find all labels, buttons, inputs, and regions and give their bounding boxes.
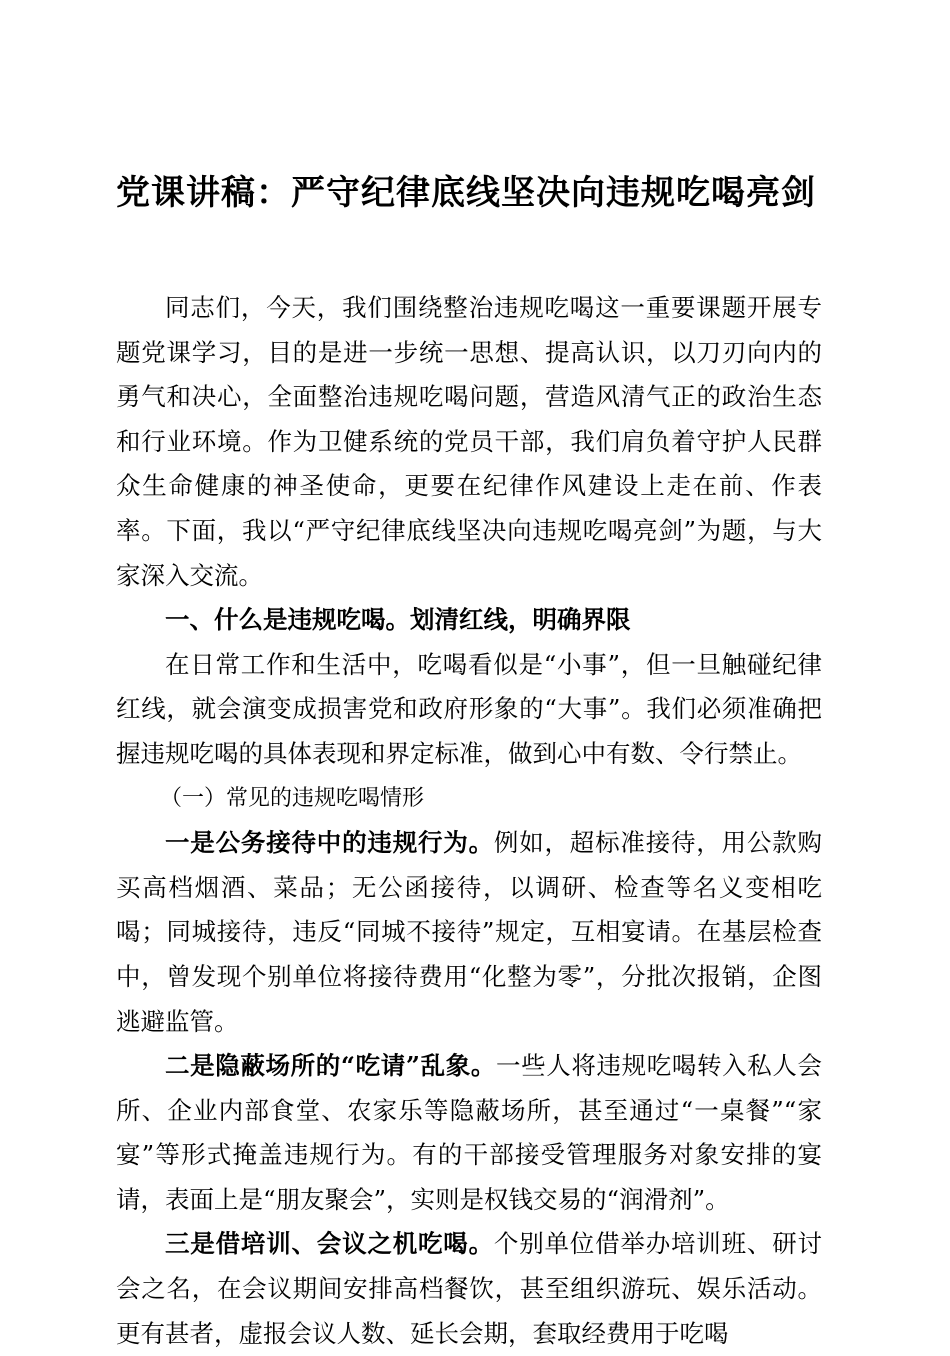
document-body [116, 286, 822, 1356]
item-paragraph-1 [116, 821, 822, 1044]
section-heading-1: 一、什么是违规吃喝。划清红线，明确界限 [165, 605, 631, 635]
item-lead-1: 一是公务接待中的违规行为。 [165, 828, 494, 858]
item-text-1: 例如，超标准接待，用公款购买高档烟酒、菜品；无公函接待，以调研、检查等名义变相吃喝；同城接待，违反“同城不接待”规定，互相宴请。在基层检查中，曾发现个别单位将接待费用“化整为零”，分批次报销，企图逃避监管。 [116, 828, 823, 1036]
document-title: 党课讲稿：严守纪律底线坚决向违规吃喝亮剑 [116, 173, 816, 213]
item-paragraph-3 [116, 1222, 822, 1356]
section-1-paragraph: 在日常工作和生活中，吃喝看似是“小事”，但一旦触碰纪律红线，就会演变成损害党和政府形象的“大事”。我们必须准确把握违规吃喝的具体表现和界定标准，做到心中有数、令行禁止。 [116, 649, 822, 768]
item-paragraph-2 [116, 1044, 822, 1222]
intro-paragraph: 同志们，今天，我们围绕整治违规吃喝这一重要课题开展专题党课学习，目的是进一步统一思想、提高认识，以刀刃向内的勇气和决心，全面整治违规吃喝问题，营造风清气正的政治生态和行业环境。作为卫健系统的党员干部，我们肩负着守护人民群众生命健康的神圣使命，更要在纪律作风建设上走在前、作表率。下面，我以“严守纪律底线坚决向违规吃喝亮剑”为题，与大家深入交流。 [116, 293, 822, 590]
item-lead-3: 三是借培训、会议之机吃喝。 [165, 1229, 494, 1259]
item-text-2: 一些人将违规吃喝转入私人会所、企业内部食堂、农家乐等隐蔽场所，甚至通过“一桌餐”“家宴”等形式掩盖违规行为。有的干部接受管理服务对象安排的宴请，表面上是“朋友聚会”，实则是权钱交易的“润滑剂”。 [116, 1051, 822, 1214]
item-lead-2: 二是隐蔽场所的“吃请”乱象。 [165, 1051, 496, 1081]
item-text-3: 个别单位借举办培训班、研讨会之名，在会议期间安排高档餐饮，甚至组织游玩、娱乐活动。更有甚者，虚报会议人数、延长会期，套取经费用于吃喝 [116, 1229, 823, 1348]
subsection-heading-1: （一）常见的违规吃喝情形 [160, 785, 425, 811]
